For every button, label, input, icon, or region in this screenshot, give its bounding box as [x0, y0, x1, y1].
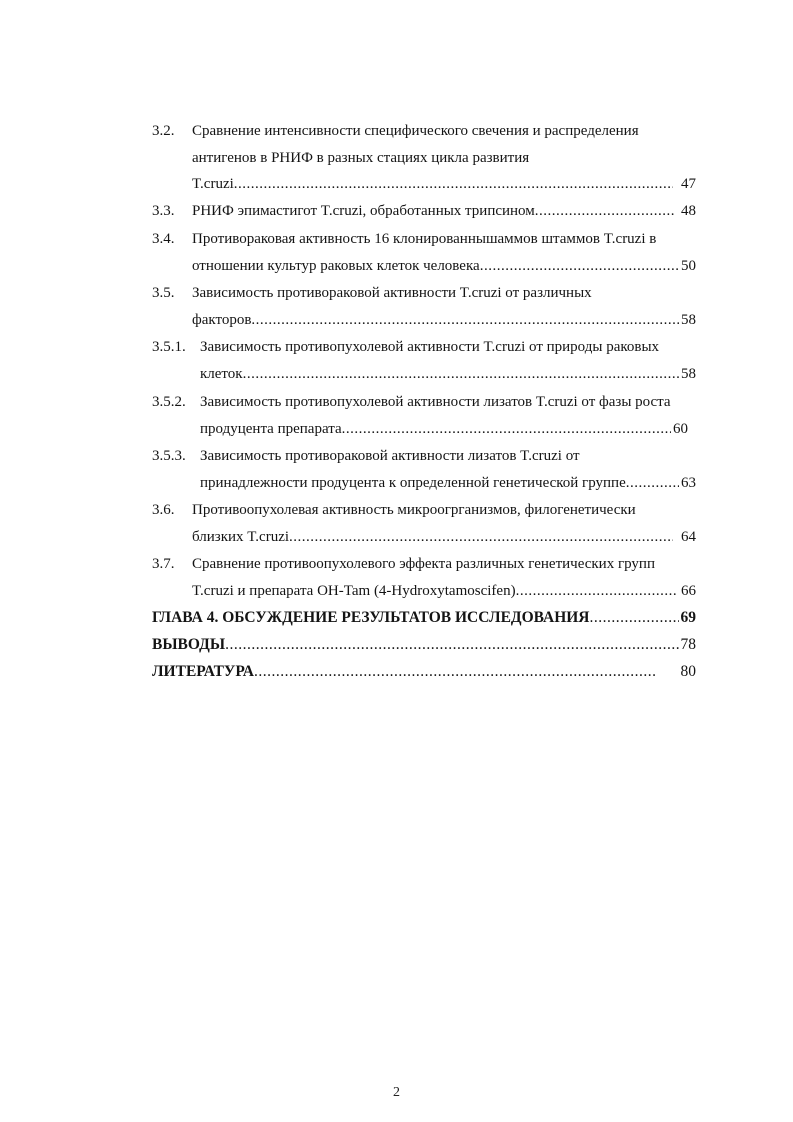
toc-entry-3-2-line-1: [152, 121, 639, 141]
toc-leader-dots: [254, 662, 657, 682]
toc-entry-3-5-3-line-1: [152, 446, 580, 466]
toc-entry-3-6-line-2: [192, 527, 696, 547]
toc-entry-title: близких T.cruzi: [192, 529, 290, 545]
toc-leader-dots: [535, 201, 676, 221]
toc-page-number: 58: [681, 366, 696, 382]
toc-page-number: 60: [673, 421, 688, 437]
toc-entry-title: продуцента препарата: [200, 421, 342, 437]
toc-leader-dots: [342, 419, 671, 439]
toc-entry-title: Сравнение интенсивности специфического свечения и распределения: [192, 123, 639, 139]
toc-entry-title: Зависимость противопухолевой активности лизатов T.cruzi от фазы роста: [200, 394, 671, 410]
toc-entry-3-4-line-1: [152, 229, 656, 249]
toc-entry-3-5-3-line-2: [200, 473, 696, 493]
toc-page-number: 58: [681, 312, 696, 328]
toc-page-number: 64: [681, 529, 696, 545]
toc-leader-dots: [590, 608, 679, 628]
toc-entry-3-2-line-2: антигенов в РНИФ в разных стациях цикла развития: [192, 150, 530, 166]
toc-entry-title: ЛИТЕРАТУРА: [152, 663, 254, 680]
toc-page-number: 66: [681, 583, 696, 599]
toc-entry-conclusions: [152, 635, 696, 655]
toc-entry-title: РНИФ эпимастигот T.cruzi, обработанных трипсином: [192, 203, 535, 219]
toc-leader-dots: [243, 364, 679, 384]
toc-entry-3-5-2-line-2: [200, 419, 688, 439]
toc-leader-dots: [234, 174, 673, 194]
toc-entry-number: 3.5.1.: [152, 339, 186, 355]
toc-entry-3-5-1-line-1: [152, 337, 659, 357]
toc-entry-3-5-2-line-1: [152, 392, 671, 412]
toc-page-number: 80: [680, 663, 696, 680]
toc-entry-number: 3.5.3.: [152, 448, 186, 464]
toc-entry-3-2-line-3: [192, 174, 696, 194]
toc-page-number: 78: [680, 636, 696, 653]
toc-entry-3-7-line-1: [152, 554, 655, 574]
toc-entry-title: клеток: [200, 366, 243, 382]
toc-entry-number: 3.5.2.: [152, 394, 186, 410]
toc-entry-title: Сравнение противоопухолевого эффекта различных генетических групп: [192, 556, 655, 572]
toc-entry-title: отношении культур раковых клеток человека: [192, 258, 480, 274]
toc-entry-title: ГЛАВА 4. ОБСУЖДЕНИЕ РЕЗУЛЬТАТОВ ИССЛЕДОВАНИЯ: [152, 609, 590, 626]
toc-entry-number: 3.5.: [152, 285, 175, 301]
toc-page-number: 69: [680, 609, 696, 626]
toc-leader-dots: [626, 473, 679, 493]
toc-entry-title: принадлежности продуцента к определенной генетической группе: [200, 475, 626, 491]
toc-entry-title: Противоопухолевая активность микроогрганизмов, филогенетически: [192, 502, 636, 518]
toc-leader-dots: [225, 635, 678, 655]
toc-entry-literature: [152, 662, 696, 682]
toc-entry-3-7-line-2: [192, 581, 696, 601]
toc-leader-dots: [251, 310, 679, 330]
toc-page-number: 47: [681, 176, 696, 192]
page-number: 2: [393, 1085, 400, 1100]
toc-page-number: 50: [681, 258, 696, 274]
toc-entry-chapter-4: [152, 608, 696, 628]
toc-page-number: 48: [681, 203, 696, 219]
toc-entry-title: T.cruzi и препарата OH-Tam (4-Hydroxytamoscifen): [192, 583, 516, 599]
toc-entry-3-5-1-line-2: [200, 364, 696, 384]
toc-entry-number: 3.7.: [152, 556, 175, 572]
toc-entry-3-6-line-1: [152, 500, 636, 520]
toc-entry-3-3: [152, 201, 696, 221]
toc-entry-3-4-line-2: [192, 256, 696, 276]
toc-leader-dots: [480, 256, 679, 276]
toc-entry-number: 3.4.: [152, 231, 175, 247]
toc-entry-number: 3.2.: [152, 123, 175, 139]
toc-entry-3-5-line-1: [152, 283, 592, 303]
toc-entry-title: T.cruzi: [192, 176, 234, 192]
toc-leader-dots: [516, 581, 676, 601]
toc-entry-title: Зависимость противораковой активности лизатов T.cruzi от: [200, 448, 580, 464]
toc-entry-title: факторов: [192, 312, 252, 328]
toc-entry-title: Противораковая активность 16 клонированнышаммов штаммов T.cruzi в: [192, 231, 657, 247]
toc-entry-number: 3.6.: [152, 502, 175, 518]
toc-leader-dots: [289, 527, 673, 547]
toc-entry-number: 3.3.: [152, 203, 175, 219]
toc-entry-title: Зависимость противораковой активности T.cruzi от различных: [192, 285, 592, 301]
toc-entry-3-5-line-2: [192, 310, 696, 330]
toc-page-number: 63: [681, 475, 696, 491]
toc-entry-title: Зависимость противопухолевой активности T.cruzi от природы раковых: [200, 339, 660, 355]
toc-entry-title: ВЫВОДЫ: [152, 636, 226, 653]
